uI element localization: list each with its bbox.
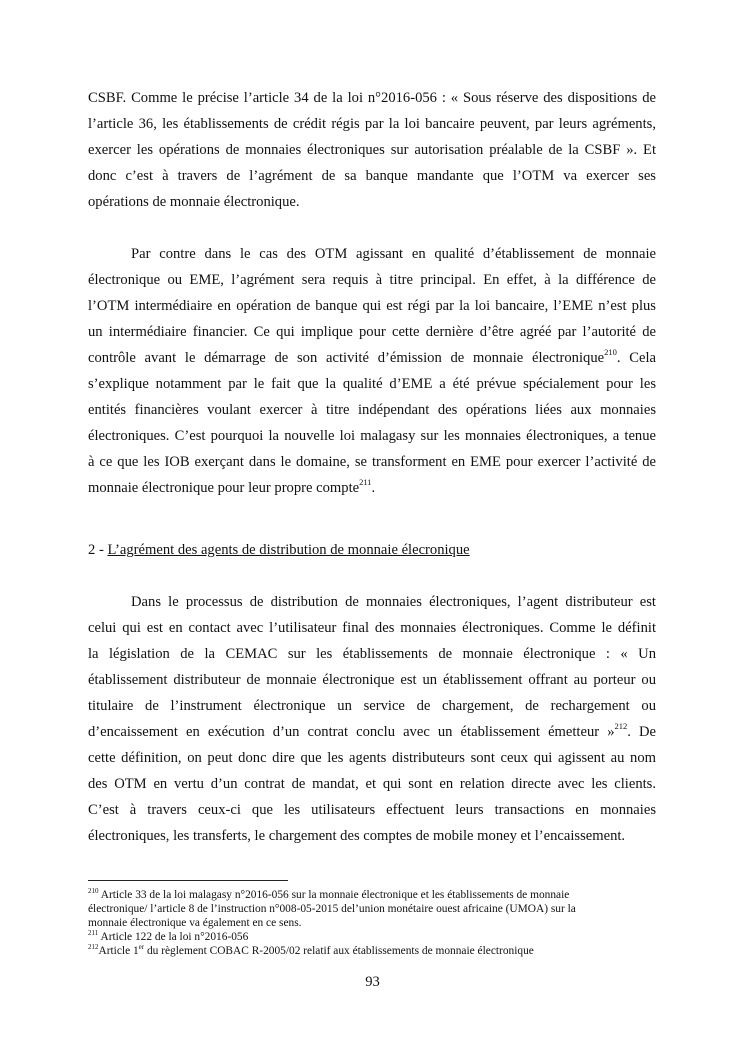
paragraph-3-line: établissement distributeur de monnaie électronique est un établissement offrant au porteur ou xyxy=(88,672,656,688)
footnote-210 xyxy=(88,889,656,903)
paragraph-3-line: cette définition, on peut donc dire que les agents distributeurs sont ceux qui agissent au nom xyxy=(88,750,656,766)
paragraph-1-line: exercer les opérations de monnaies électroniques sur autorisation préalable de la CSBF ». Et xyxy=(88,142,656,158)
footnote-text: Article 33 de la loi malagasy n°2016-056 sur la monnaie électronique et les établissements de monnaie xyxy=(98,889,570,901)
footnote-text: Article 122 de la loi n°2016-056 xyxy=(98,931,249,943)
footnote-text: Article 1 xyxy=(98,945,139,957)
line-text: d’encaissement en exécution d’un contrat conclu avec un établissement émetteur » xyxy=(88,724,615,740)
footnote-210-line: monnaie électronique va également en ce sens. xyxy=(88,917,302,929)
footnote-212 xyxy=(88,945,656,959)
line-text: . De xyxy=(627,724,656,740)
paragraph-1-line: l’article 36, les établissements de crédit régis par la loi bancaire peuvent, par leurs agréments, xyxy=(88,116,656,132)
paragraph-2-line: électronique ou EME, l’agrément sera requis à titre principal. En effet, à la différence de xyxy=(88,272,656,288)
paragraph-3-line: la législation de la CEMAC sur les établissements de monnaie électronique : « Un xyxy=(88,646,656,662)
line-text: contrôle avant le démarrage de son activité d’émission de monnaie électronique xyxy=(88,350,605,366)
footnote-211 xyxy=(88,931,656,945)
footnote-210-line: électronique/ l’article 8 de l’instruction n°008-05-2015 del’union monétaire ouest africaine (UMOA) sur la xyxy=(88,903,576,915)
paragraph-3-line: Dans le processus de distribution de monnaies électroniques, l’agent distributeur est xyxy=(131,594,656,610)
section-number: 2 - xyxy=(88,542,108,558)
paragraph-3-line: des OTM en vertu d’un contrat de mandat, et qui sont en relation directe avec les clients. xyxy=(88,776,656,792)
footnote-number: 211 xyxy=(88,929,99,938)
line-text: . xyxy=(371,480,376,496)
paragraph-2-line xyxy=(88,349,656,367)
paragraph-3-line: électroniques, les transferts, le chargement des comptes de mobile money et l’encaissement. xyxy=(88,828,626,844)
footnote-superscript: er xyxy=(138,943,145,952)
section-title: L’agrément des agents de distribution de monnaie élecronique xyxy=(107,542,470,558)
paragraph-3-line: C’est à travers ceux-ci que les utilisateurs effectuent leurs transactions en monnaies xyxy=(88,802,656,818)
paragraph-2-line xyxy=(88,479,656,497)
footnote-number: 212 xyxy=(88,943,99,952)
line-text: monnaie électronique pour leur propre compte xyxy=(88,480,360,496)
footnote-ref-212[interactable]: 212 xyxy=(614,721,628,732)
paragraph-2-line: un intermédiaire financier. Ce qui implique pour cette dernière d’être agréé par l’autorité de xyxy=(88,324,656,340)
paragraph-2-line: s’explique notamment par le fait que la qualité d’EME a été prévue spécialement pour les xyxy=(88,376,656,392)
paragraph-3-line: celui qui est en contact avec l’utilisateur final des monnaies électroniques. Comme le définit xyxy=(88,620,656,636)
paragraph-3-line xyxy=(88,723,656,741)
footnote-ref-210[interactable]: 210 xyxy=(604,347,617,358)
paragraph-2-line: à ce que les IOB exerçant dans le domaine, se transforment en EME pour exercer l’activité de xyxy=(88,454,656,470)
paragraph-1-line: CSBF. Comme le précise l’article 34 de la loi n°2016-056 : « Sous réserve des dispositions de xyxy=(88,90,656,106)
footnote-ref-211[interactable]: 211 xyxy=(359,477,372,488)
footnote-number: 210 xyxy=(88,887,99,896)
paragraph-1-line: donc c’est à travers de l’agrément de sa banque mandante que l’OTM va exercer ses xyxy=(88,168,656,184)
footnote-separator xyxy=(88,880,288,881)
section-heading xyxy=(88,541,470,559)
paragraph-2-line: Par contre dans le cas des OTM agissant en qualité d’établissement de monnaie xyxy=(131,246,656,262)
paragraph-1-line: opérations de monnaie électronique. xyxy=(88,194,300,210)
footnote-text: du règlement COBAC R-2005/02 relatif aux établissements de monnaie électronique xyxy=(144,945,534,957)
paragraph-2-line: entités financières voulant exercer à titre indépendant des opérations liées aux monnaies xyxy=(88,402,656,418)
page-number: 93 xyxy=(365,974,380,990)
paragraph-2-line: électroniques. C’est pourquoi la nouvelle loi malagasy sur les monnaies électroniques, a tenue xyxy=(88,428,656,444)
paragraph-2-line: l’OTM intermédiaire en opération de banque qui est régi par la loi bancaire, l’EME n’est plus xyxy=(88,298,656,314)
line-text: . Cela xyxy=(616,350,656,366)
paragraph-3-line: titulaire de l’instrument électronique un service de chargement, de rechargement ou xyxy=(88,698,656,714)
